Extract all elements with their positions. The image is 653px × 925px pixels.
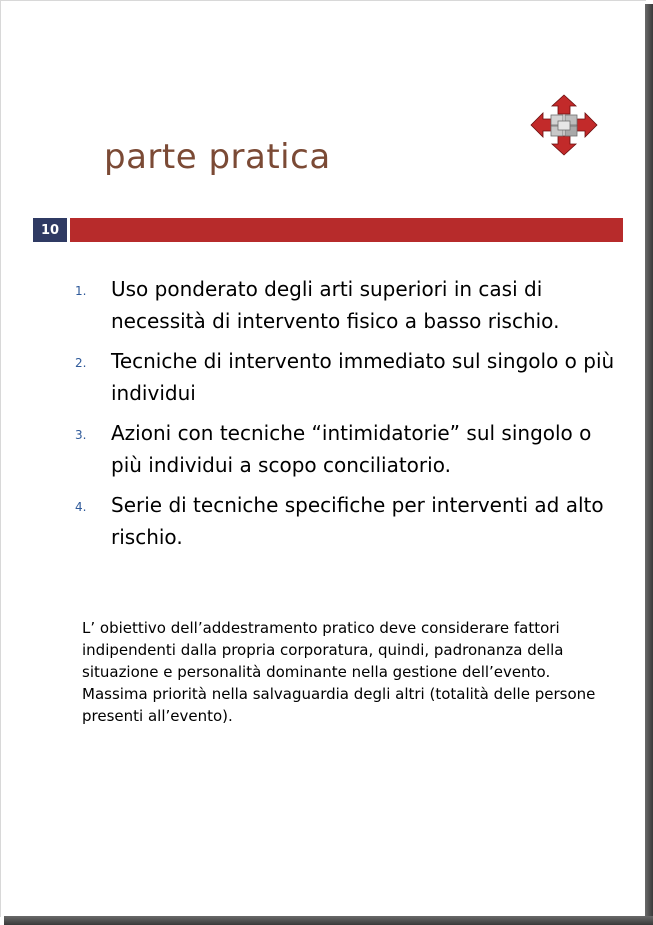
- page-number-badge: 10: [33, 218, 67, 242]
- list-item: [75, 417, 615, 481]
- list-item: [75, 345, 615, 409]
- list-item-number: 2.: [75, 356, 87, 370]
- list-item-text: Azioni con tecniche “intimidatorie” sul singolo o più individui a scopo conciliatorio.: [111, 421, 592, 477]
- list-item-text: Uso ponderato degli arti superiori in casi di necessità di intervento fisico a basso rischio.: [111, 277, 560, 333]
- list-item-text: Serie di tecniche specifiche per interventi ad alto rischio.: [111, 493, 604, 549]
- list-item-text: Tecniche di intervento immediato sul singolo o più individui: [111, 349, 615, 405]
- numbered-list: [75, 273, 615, 561]
- list-item-number: 4.: [75, 500, 87, 514]
- header-divider-bar: [70, 218, 623, 242]
- slide-title: parte pratica: [104, 137, 331, 177]
- body-paragraph: L’ obiettivo dell’addestramento pratico deve considerare fattori indipendenti dalla propria corporatura, quindi, padronanza della situazione e personalità dominante nella gestione dell’evento. Massima priorità nella salvaguardia degli altri (totalità delle persone presenti all’evento).: [82, 619, 596, 725]
- red-arrows-cross-icon: [529, 93, 599, 157]
- list-item: [75, 489, 615, 553]
- list-item-number: 3.: [75, 428, 87, 442]
- page-shadow-bottom: [4, 916, 653, 925]
- list-item: [75, 273, 615, 337]
- list-item-number: 1.: [75, 284, 87, 298]
- page-shadow-right: [645, 4, 653, 925]
